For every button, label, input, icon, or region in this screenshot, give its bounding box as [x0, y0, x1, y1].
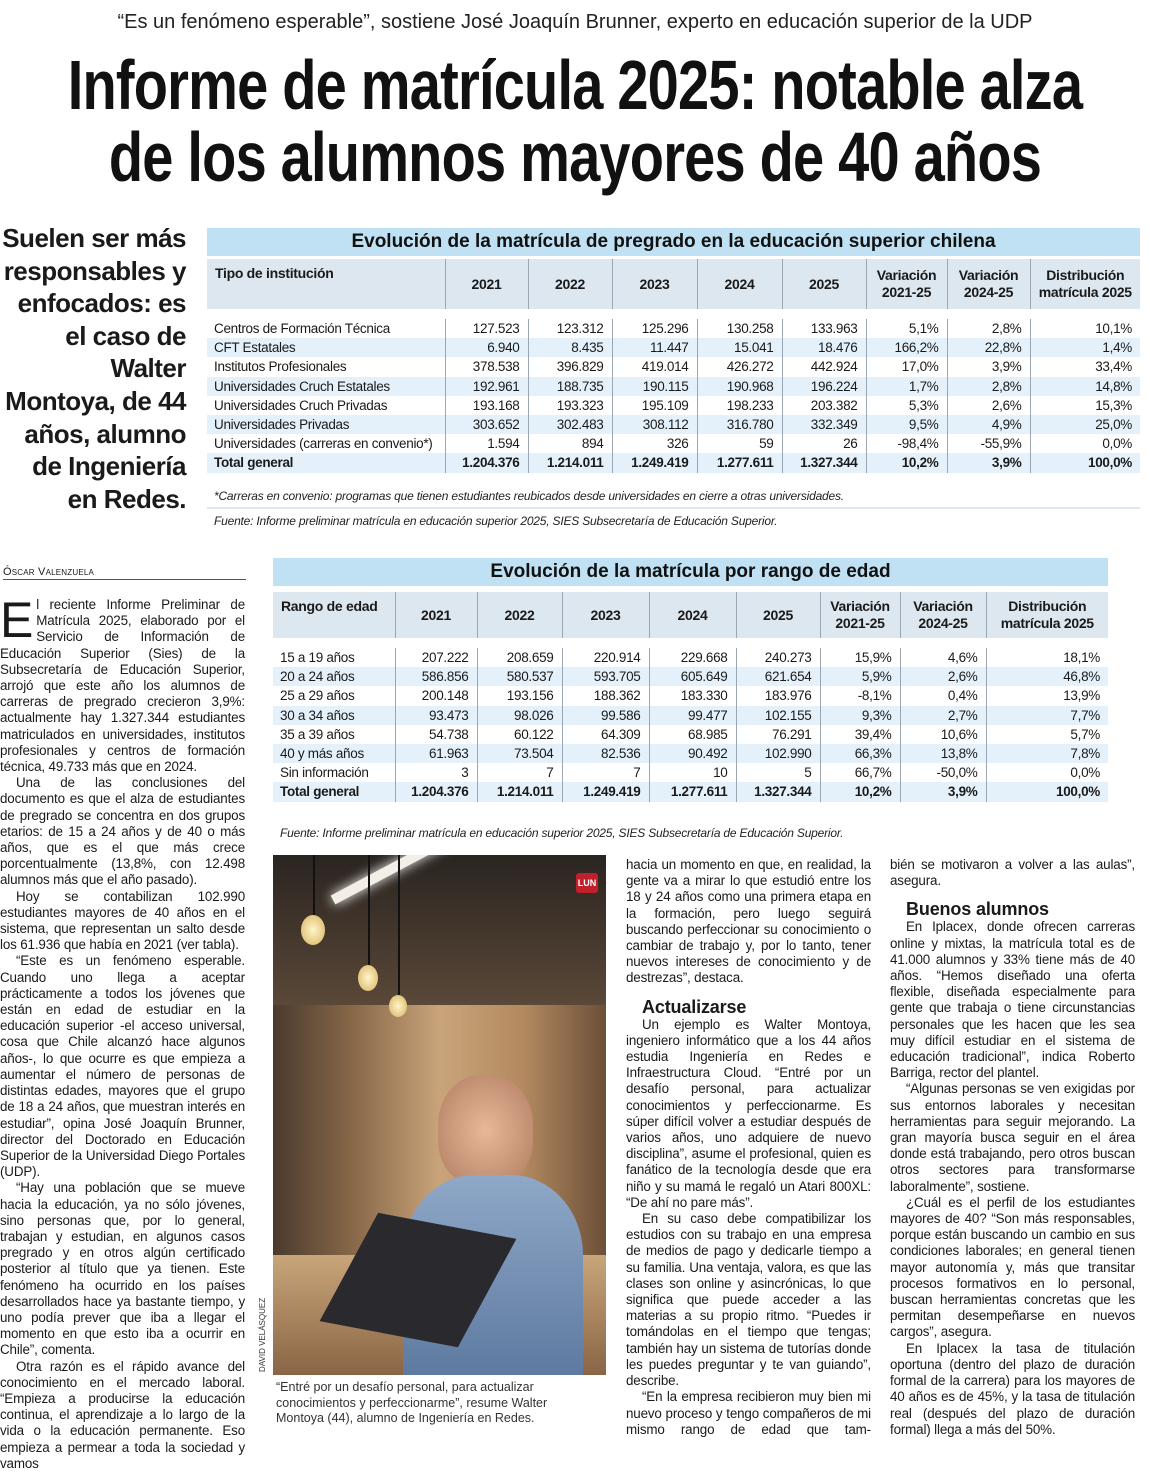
- table-cell: 93.473: [395, 706, 477, 725]
- table-cell: 130.258: [697, 319, 782, 338]
- table-cell: 59: [697, 434, 782, 453]
- table-cell: 378.538: [445, 357, 528, 376]
- column-header: Variación 2021-25: [866, 259, 947, 309]
- table-cell: 15.041: [697, 338, 782, 357]
- row-label: 15 a 19 años: [280, 650, 355, 666]
- table-cell: 200.148: [395, 686, 477, 705]
- column-header: Variación 2024-25: [900, 592, 986, 638]
- table-cell: 5,3%: [866, 396, 947, 415]
- table-cell: 8.435: [528, 338, 612, 357]
- table-cell: 5,1%: [866, 319, 947, 338]
- table-cell: 99.477: [649, 706, 736, 725]
- table-cell: 326: [612, 434, 697, 453]
- table-cell: 39,4%: [820, 725, 900, 744]
- table-row: [273, 648, 1108, 667]
- table-row: [207, 396, 1140, 415]
- table-cell: 229.668: [649, 648, 736, 667]
- table-cell: 5,9%: [820, 667, 900, 686]
- paragraph: [890, 1195, 1135, 1341]
- table-cell: 1.249.419: [612, 453, 697, 472]
- header-row: [207, 259, 1140, 309]
- drop-cap: E: [0, 592, 34, 648]
- table-cell: 3: [395, 763, 477, 782]
- table-cell: 22,8%: [947, 338, 1030, 357]
- column-header: 2021: [395, 592, 477, 638]
- paragraph: [626, 1389, 871, 1438]
- row-label: 40 y más años: [273, 744, 395, 763]
- table-cell: 5,7%: [986, 725, 1108, 744]
- table-cell: 1.214.011: [528, 453, 612, 472]
- paragraph: [0, 1359, 245, 1472]
- table-cell: 64.309: [562, 725, 649, 744]
- table-cell: 76.291: [736, 725, 820, 744]
- paragraph-text: Un ejemplo es Walter Montoya, ingeniero informático que a los 44 años estudia Ingeniería en Redes e Infraestructura Cloud. “Entré por un desafío personal, para actualizar conocimientos y perfeccionarme. Es súper difícil volver a estudiar después de varios años, uno adquiere de nuevo disciplina”, asume el profesional, quien es fanático de la tecnología desde que era niño y su mamá le regaló un Atari 800XL: “De ahí no pare más”.: [626, 1016, 871, 1210]
- table-cell: 1.277.611: [649, 782, 736, 801]
- table-enrollment-by-age: [273, 558, 1108, 840]
- paragraph: [890, 1081, 1135, 1194]
- table-row: [273, 706, 1108, 725]
- table-cell: 10: [649, 763, 736, 782]
- byline: Óscar Valenzuela: [3, 566, 246, 580]
- table-cell: 5: [736, 763, 820, 782]
- table-cell: 2,7%: [900, 706, 986, 725]
- table-cell: 127.523: [445, 319, 528, 338]
- photo-walter-montoya: [273, 855, 606, 1375]
- column-header: 2023: [612, 259, 697, 309]
- table-footnote: *Carreras en convenio: programas que tienen estudiantes reubicados desde universidades en cierre a otras universidades.: [207, 483, 1140, 509]
- spacer-row: [273, 802, 1108, 812]
- table-row: [207, 338, 1140, 357]
- article-column-4: [890, 857, 1135, 1438]
- table-cell: 1.277.611: [697, 453, 782, 472]
- table-cell: 190.968: [697, 377, 782, 396]
- table-cell: 13,9%: [986, 686, 1108, 705]
- table-cell: 3,9%: [900, 782, 986, 801]
- table-cell: 3,9%: [947, 357, 1030, 376]
- table-cell: 11.447: [612, 338, 697, 357]
- table-cell: 18,1%: [986, 648, 1108, 667]
- table-cell: 1.327.344: [736, 782, 820, 801]
- row-label: Institutos Profesionales: [214, 359, 347, 375]
- paragraph-text: “Algunas personas se ven exigidas por sus entornos laborales y necesitan herramientas para seguir mejorando. La gran mayoría busca seguir en el área donde está trabajando, pero otros buscan otros sectores para transformarse laboralmente”, sostiene.: [890, 1081, 1135, 1194]
- table-cell: 308.112: [612, 415, 697, 434]
- table-title: Evolución de la matrícula por rango de edad: [273, 558, 1108, 586]
- paragraph-text: Otra razón es el rápido avance del conocimiento en el mercado laboral. “Empieza a producirse la educación continua, el aprendizaje a lo largo de la vida o la educación permanente. Eso empieza a permear a toda la sociedad y vamos: [0, 1358, 245, 1471]
- column-header: 2024: [649, 592, 736, 638]
- table-row: [207, 357, 1140, 376]
- paragraph-text: ¿Cuál es el perfil de los estudiantes mayores de 40? “Son más responsables, porque están buscando un cambio en sus condiciones laborales; en general tienen mayor autonomía y, más que transitar procesos formativos en lo personal, buscan herramientas concretas que les permitan desempeñarse en nuevos cargos”, asegura.: [890, 1194, 1135, 1340]
- table-row: [273, 686, 1108, 705]
- row-label: Sin información: [280, 765, 369, 781]
- table-cell: 68.985: [649, 725, 736, 744]
- table-cell: 9,5%: [866, 415, 947, 434]
- table-cell: 1.327.344: [782, 453, 866, 472]
- table-cell: 6.940: [445, 338, 528, 357]
- table-cell: 73.504: [477, 744, 562, 763]
- table-cell: 10,2%: [820, 782, 900, 801]
- table-cell: 1.249.419: [562, 782, 649, 801]
- table-cell: 183.330: [649, 686, 736, 705]
- subheading: Buenos alumnos: [906, 899, 1049, 920]
- data-table: [207, 259, 1140, 483]
- table-cell: -8,1%: [820, 686, 900, 705]
- spacer: [273, 638, 1108, 648]
- table-cell: 580.537: [477, 667, 562, 686]
- table-cell: 82.536: [562, 744, 649, 763]
- table-cell: 192.961: [445, 377, 528, 396]
- table-cell: 302.483: [528, 415, 612, 434]
- paragraph: [890, 857, 1135, 889]
- table-cell: 10,2%: [866, 453, 947, 472]
- table-cell: 195.109: [612, 396, 697, 415]
- table-cell: 13,8%: [900, 744, 986, 763]
- table-cell: 220.914: [562, 648, 649, 667]
- column-header: Distribución matrícula 2025: [1030, 259, 1140, 309]
- paragraph-text: En su caso debe compatibilizar los estudios con su trabajo en una empresa de medios de pago y dedicarle tiempo a su familia. Una ventaja, valora, es que las clases son online y asincrónicas, lo que significa que puede acceder a las materias a su propio ritmo. “Puedes ir tomándolas en el tiempo que tengas; también hay un sistema de tutorías donde les puedes preguntar y te van guiando”, describe.: [626, 1211, 871, 1389]
- table-cell: 14,8%: [1030, 377, 1140, 396]
- table-cell: 90.492: [649, 744, 736, 763]
- paragraph-text: En Iplacex la tasa de titulación oportuna (dentro del plazo de duración formal de la carrera) para los mayores de 40 años es de 45%, y la tasa de titulación real (después del plazo de duración formal) llega a más del 50%.: [890, 1340, 1135, 1437]
- table-cell: 193.168: [445, 396, 528, 415]
- table-cell: 2,6%: [900, 667, 986, 686]
- row-label: Total general: [273, 782, 395, 801]
- paragraph: [0, 889, 245, 954]
- row-label: Universidades Cruch Privadas: [214, 397, 388, 413]
- table-cell: 4,9%: [947, 415, 1030, 434]
- table-cell: 166,2%: [866, 338, 947, 357]
- table-row: [273, 744, 1108, 763]
- table-cell: 46,8%: [986, 667, 1108, 686]
- table-cell: 3,9%: [947, 453, 1030, 472]
- table-cell: 17,0%: [866, 357, 947, 376]
- header-row: [273, 592, 1108, 638]
- table-cell: 133.963: [782, 319, 866, 338]
- column-header: 2025: [782, 259, 866, 309]
- paragraph: [890, 919, 1135, 1081]
- table-cell: 1.204.376: [395, 782, 477, 801]
- table-cell: 25,0%: [1030, 415, 1140, 434]
- row-label: Centros de Formación Técnica: [214, 321, 390, 337]
- table-cell: 332.349: [782, 415, 866, 434]
- table-cell: 1,7%: [866, 377, 947, 396]
- table-cell: 188.735: [528, 377, 612, 396]
- table-cell: 9,3%: [820, 706, 900, 725]
- table-cell: 203.382: [782, 396, 866, 415]
- table-cell: 426.272: [697, 357, 782, 376]
- table-cell: 240.273: [736, 648, 820, 667]
- column-header: 2025: [736, 592, 820, 638]
- article-column-3: [626, 857, 871, 1438]
- table-cell: 0,4%: [900, 686, 986, 705]
- spacer: [207, 473, 1140, 483]
- table-row: [273, 667, 1108, 686]
- row-label: Total general: [207, 453, 445, 472]
- table-cell: 102.155: [736, 706, 820, 725]
- table-cell: 99.586: [562, 706, 649, 725]
- table-cell: 442.924: [782, 357, 866, 376]
- table-row: [207, 377, 1140, 396]
- paragraph-text: “En la empresa recibieron muy bien mi nuevo proceso y tengo compañeros de mi mismo rango de edad que tam-: [626, 1389, 871, 1437]
- table-cell: 586.856: [395, 667, 477, 686]
- table-cell: 1.214.011: [477, 782, 562, 801]
- table-cell: -50,0%: [900, 763, 986, 782]
- table-cell: 605.649: [649, 667, 736, 686]
- table-cell: 7: [562, 763, 649, 782]
- table-cell: 125.296: [612, 319, 697, 338]
- table-cell: 100,0%: [1030, 453, 1140, 472]
- table-cell: 7: [477, 763, 562, 782]
- table-cell: 1,4%: [1030, 338, 1140, 357]
- row-label: CFT Estatales: [207, 338, 445, 357]
- spacer-row: [207, 309, 1140, 319]
- table-row: [273, 763, 1108, 782]
- table-enrollment-by-institution: [207, 228, 1140, 528]
- table-cell: 2,8%: [947, 319, 1030, 338]
- table-cell: 396.829: [528, 357, 612, 376]
- row-label: Universidades Privadas: [207, 415, 445, 434]
- paragraph-text: “Este es un fenómeno esperable. Cuando uno llega a aceptar prácticamente a todos los jóvenes que están en edad de estudiar en la educación superior -el acceso universal, cosa que Chile alcanzó hace algunos años-, lo que ocurre es que empieza a aumentar el número de personas de distintas edades, mayores que el grupo de 18 a 24 años, que muestran interés en estudiar”, opina José Joaquín Brunner, director del Doctorado en Educación Superior de la Universidad Diego Portales (UDP).: [0, 953, 245, 1180]
- paragraph: [0, 953, 245, 1180]
- table-cell: 98.026: [477, 706, 562, 725]
- table-cell: -55,9%: [947, 434, 1030, 453]
- row-label: Universidades Cruch Estatales: [207, 377, 445, 396]
- paragraph: [890, 1341, 1135, 1438]
- lun-logo: LUN: [576, 873, 598, 893]
- table-cell: 15,9%: [820, 648, 900, 667]
- table-source: Fuente: Informe preliminar matrícula en educación superior 2025, SIES Subsecretaría de Educación Superior.: [280, 825, 844, 840]
- table-cell: 26: [782, 434, 866, 453]
- data-table: [273, 592, 1108, 812]
- paragraph: [626, 1017, 871, 1211]
- table-cell: 66,7%: [820, 763, 900, 782]
- paragraph: [0, 592, 245, 775]
- photo-caption: “Entré por un desafío personal, para actualizar conocimientos y perfeccionarme”, resume Walter Montoya (44), alumno de Ingeniería en Redes.: [276, 1380, 548, 1425]
- table-cell: 33,4%: [1030, 357, 1140, 376]
- table-cell: 188.362: [562, 686, 649, 705]
- table-cell: 193.156: [477, 686, 562, 705]
- table-cell: 102.990: [736, 744, 820, 763]
- table-cell: 1.204.376: [445, 453, 528, 472]
- column-header: 2023: [562, 592, 649, 638]
- photo-credit: DAVID VELÁSQUEZ: [258, 1297, 267, 1372]
- total-row: [207, 453, 1140, 472]
- table-cell: 18.476: [782, 338, 866, 357]
- table-cell: 61.963: [395, 744, 477, 763]
- table-cell: 0,0%: [1030, 434, 1140, 453]
- row-label: 20 a 24 años: [273, 667, 395, 686]
- table-cell: 207.222: [395, 648, 477, 667]
- paragraph-text: l reciente Informe Preliminar de Matrícula 2025, elaborado por el Servicio de Información de Educación Superior (Sies) de la Subsecretaría de Educación Superior, arrojó que este año los alumnos de carreras de pregrado crecieron 3,9%: actualmente hay 1.327.344 estudiantes matriculados en universidades, institutos profesionales y centros de formación técnica, 49.733 más que en 2024.: [0, 597, 245, 775]
- table-cell: -98,4%: [866, 434, 947, 453]
- article-column-1: [0, 592, 245, 1472]
- table-cell: 7,7%: [986, 706, 1108, 725]
- spacer-row: [207, 473, 1140, 483]
- table-source: Fuente: Informe preliminar matrícula en educación superior 2025, SIES Subsecretaría de Educación Superior.: [214, 513, 778, 528]
- paragraph-text: Una de las conclusiones del documento es que el alza de estudiantes de pregrado se concentra en dos grupos etarios: de 15 a 24 años y de 40 o más años, que es el que más crece porcentualmente (13,8%, con 12.498 alumnos más que el año pasado).: [0, 775, 245, 888]
- table-row: [273, 725, 1108, 744]
- table-cell: 196.224: [782, 377, 866, 396]
- paragraph: [626, 857, 871, 987]
- column-header: 2021: [445, 259, 528, 309]
- column-header: 2024: [697, 259, 782, 309]
- deck: Suelen ser más responsables y enfocados: es el caso de Walter Montoya, de 44 años, alumno de Ingeniería en Redes.: [2, 223, 186, 514]
- table-cell: 208.659: [477, 648, 562, 667]
- table-title: Evolución de la matrícula de pregrado en la educación superior chilena: [207, 228, 1140, 256]
- paragraph: [0, 775, 245, 888]
- table-cell: 894: [528, 434, 612, 453]
- headline-line-1: Informe de matrícula 2025: notable alza: [67, 46, 1083, 124]
- column-header: Tipo de institución: [207, 259, 445, 309]
- table-cell: 10,1%: [1030, 319, 1140, 338]
- table-cell: 10,6%: [900, 725, 986, 744]
- paragraph-text: “Hay una población que se mueve hacia la educación, ya no sólo jóvenes, sino personas que, por lo general, trabajan y estudian, en algunos casos pregrado y en otros algún certificado posterior al título que ya tienen. Este fenómeno ha ocurrido en los países desarrollados hace ya bastante tiempo, y uno podía prever que iba a llegar el momento en que esto iba a ocurrir en Chile”, comenta.: [0, 1180, 245, 1358]
- table-cell: 66,3%: [820, 744, 900, 763]
- table-cell: 2,6%: [947, 396, 1030, 415]
- spacer: [273, 802, 1108, 812]
- table-cell: 54.738: [395, 725, 477, 744]
- subheading: Actualizarse: [642, 996, 747, 1017]
- table-row: [207, 415, 1140, 434]
- row-label: 35 a 39 años: [280, 726, 355, 742]
- spacer-row: [273, 638, 1108, 648]
- column-header: Rango de edad: [273, 592, 395, 638]
- paragraph: [626, 1211, 871, 1389]
- column-header: 2022: [528, 259, 612, 309]
- total-row: [273, 782, 1108, 801]
- table-cell: 303.652: [445, 415, 528, 434]
- paragraph-text: hacia un momento en que, en realidad, la gente va a mirar lo que estudió entre los 18 y 24 años como una primera etapa en la formación, pero luego seguirá buscando perfeccionar su conocimiento o cambiar de trabajo y, por lo tanto, tener nuevos intereses de conocimiento y de destrezas”, destaca.: [626, 857, 871, 986]
- paragraph-text: bién se motivaron a volver a las aulas”, asegura.: [890, 857, 1135, 889]
- table-cell: 198.233: [697, 396, 782, 415]
- paragraph-text: Hoy se contabilizan 102.990 estudiantes mayores de 40 años en el sistema, que representan un salto desde los 61.936 que había en 2021 (ver tabla).: [0, 888, 245, 953]
- table-cell: 123.312: [528, 319, 612, 338]
- table-cell: 593.705: [562, 667, 649, 686]
- table-cell: 4,6%: [900, 648, 986, 667]
- headline-line-2: de los alumnos mayores de 40 años: [108, 118, 1042, 196]
- table-row: [207, 319, 1140, 338]
- table-cell: 419.014: [612, 357, 697, 376]
- paragraph-text: En Iplacex, donde ofrecen carreras online y mixtas, la matrícula total es de 41.000 alumnos y 33% tiene más de 40 años. “Hemos diseñado una oferta flexible, diseñada especialmente para gente que trabaja o tiene circunstancias personales que les hacen que les sea muy difícil estudiar en el sistema de educación tradicional”, indica Roberto Barriga, rector del plantel.: [890, 919, 1135, 1081]
- table-cell: 0,0%: [986, 763, 1108, 782]
- row-label: 25 a 29 años: [280, 688, 355, 704]
- column-header: 2022: [477, 592, 562, 638]
- table-cell: 1.594: [445, 434, 528, 453]
- table-cell: 2,8%: [947, 377, 1030, 396]
- table-cell: 183.976: [736, 686, 820, 705]
- table-cell: 621.654: [736, 667, 820, 686]
- column-header: Variación 2024-25: [947, 259, 1030, 309]
- table-cell: 100,0%: [986, 782, 1108, 801]
- table-cell: 316.780: [697, 415, 782, 434]
- column-header: Variación 2021-25: [820, 592, 900, 638]
- table-row: [207, 434, 1140, 453]
- table-cell: 193.323: [528, 396, 612, 415]
- row-label: 30 a 34 años: [273, 706, 395, 725]
- table-cell: 7,8%: [986, 744, 1108, 763]
- column-header: Distribución matrícula 2025: [986, 592, 1108, 638]
- kicker: “Es un fenómeno esperable”, sostiene José Joaquín Brunner, experto en educación superior de la UDP: [117, 11, 1033, 33]
- table-cell: 15,3%: [1030, 396, 1140, 415]
- table-cell: 190.115: [612, 377, 697, 396]
- spacer: [207, 309, 1140, 319]
- paragraph: [0, 1180, 245, 1358]
- row-label: Universidades (carreras en convenio*): [214, 436, 433, 452]
- table-cell: 60.122: [477, 725, 562, 744]
